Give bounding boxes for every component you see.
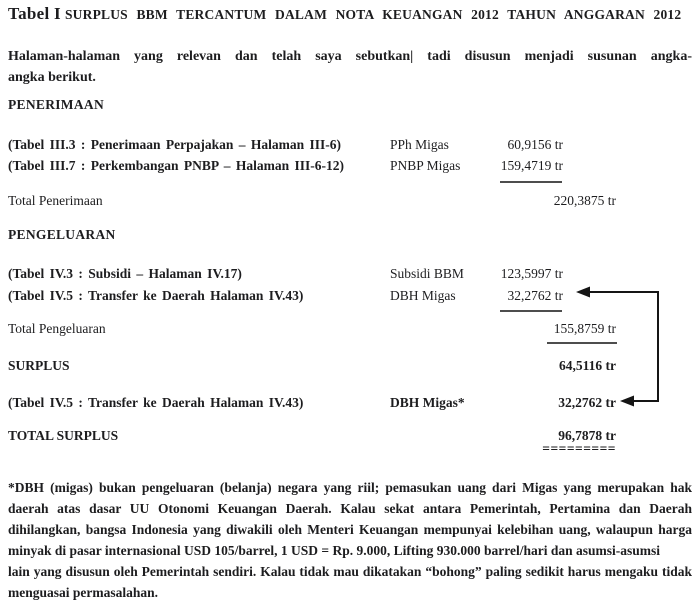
footnote-line: menguasai permasalahan. [8,585,159,600]
footnote [8,477,692,603]
table-row [8,157,692,174]
dbh-value: 32,2762 tr [558,395,616,410]
surplus-label: SURPLUS [8,358,70,373]
double-rule: ========= [542,441,616,456]
surplus-value: 64,5116 tr [559,358,616,373]
intro-line: Halaman-halaman yang relevan dan telah saya sebutkan| tadi disusun menjadi susunan angka- [8,49,692,64]
row-label: DBH Migas [390,288,456,303]
total-label: Total Pengeluaran [8,321,106,336]
intro-paragraph [8,46,692,88]
total-row [8,192,692,209]
table-row [8,265,692,282]
total-row [8,320,692,337]
doc-title [8,4,692,24]
section-heading-pengeluaran: PENGELUARAN [8,227,116,242]
row-value: 60,9156 tr [507,137,563,152]
total-label: Total Penerimaan [8,193,103,208]
row-label: PPh Migas [390,137,449,152]
row-value: 32,2762 tr [507,288,563,303]
surplus-rule [547,342,617,344]
dbh-ref: (Tabel IV.5 : Transfer ke Daerah Halaman IV.43) [8,395,304,410]
sum-rule-penerimaan [500,181,562,183]
row-value: 159,4719 tr [500,158,563,173]
row-ref: (Tabel IV.3 : Subsidi – Halaman IV.17) [8,266,242,281]
footnote-line: daerah atas dasar UU Otonomi Keuangan Daerah. Kalau sekat antara Pemerintah, Pertamina dan Daerah [8,501,692,516]
row-label: Subsidi BBM [390,266,464,281]
total-value: 155,8759 tr [553,321,616,336]
page-title: SURPLUS BBM TERCANTUM DALAM NOTA KEUANGAN 2012 TAHUN ANGGARAN 2012 [64,7,682,22]
dbh-label: DBH Migas* [390,395,465,410]
row-ref: (Tabel III.7 : Perkembangan PNBP – Halaman III-6-12) [8,158,345,173]
row-label: PNBP Migas [390,158,461,173]
surplus-row [8,357,692,374]
row-value: 123,5997 tr [500,266,563,281]
footnote-line: minyak di pasar internasional USD 105/barrel, 1 USD = Rp. 9.000, Lifting 930.000 barrel/hari dan asumsi-asumsi [8,543,661,558]
section-heading-penerimaan: PENERIMAAN [8,97,104,112]
row-ref: (Tabel IV.5 : Transfer ke Daerah Halaman IV.43) [8,288,304,303]
intro-line: angka berikut. [8,70,96,85]
row-ref: (Tabel III.3 : Penerimaan Perpajakan – Halaman III-6) [8,137,342,152]
table-label: Tabel I [8,4,61,23]
footnote-line: lain yang disusun oleh Pemerintah sendiri. Kalau tidak mau dikatakan “bohong” paling sedikit harus mengaku tidak [8,564,692,579]
sum-rule-pengeluaran [500,310,562,312]
dbh-row [8,394,692,411]
total-surplus-value: 96,7878 tr [558,428,616,443]
footnote-line: *DBH (migas) bukan pengeluaran (belanja) negara yang riil; pemasukan uang dari Migas yang merupakan hak [8,480,692,495]
total-surplus-label: TOTAL SURPLUS [8,428,119,443]
total-value: 220,3875 tr [553,193,616,208]
table-row [8,136,692,153]
footnote-line: dihilangkan, bangsa Indonesia yang diwakili oleh Menteri Keuangan mempunyai kelebihan uang, walaupun harga [8,522,692,537]
table-row [8,287,692,304]
